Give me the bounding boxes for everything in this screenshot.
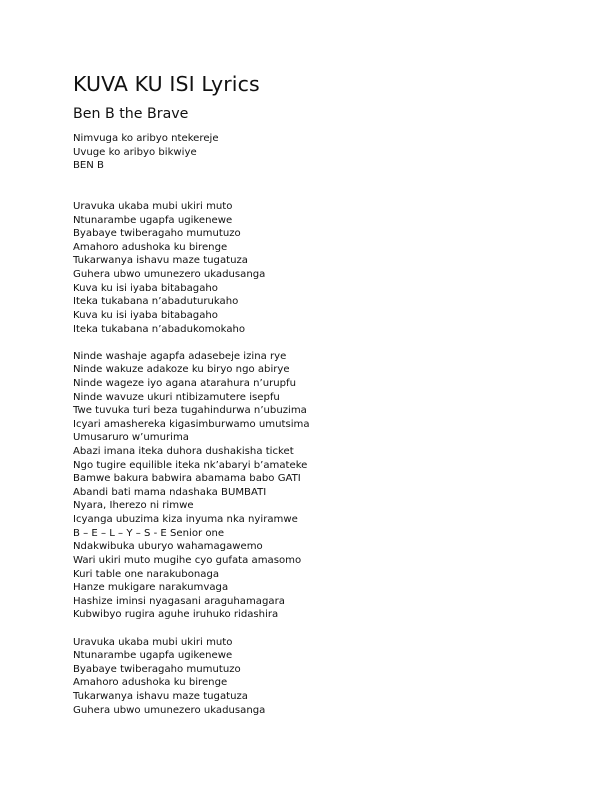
lyric-line: Tukarwanya ishavu maze tugatuza <box>73 255 248 267</box>
lyric-line: Guhera ubwo umunezero ukadusanga <box>73 704 266 716</box>
lyric-line: Ntunarambe ugapfa ugikenewe <box>73 214 233 226</box>
stanza-intro <box>73 132 310 186</box>
lyric-line: Iteka tukabana n’abaduturukaho <box>73 296 239 308</box>
lyric-line <box>73 173 310 187</box>
lyric-line: Ninde wavuze ukuri ntibizamutere isepfu <box>73 391 280 403</box>
lyric-line: Bamwe bakura babwira abamama babo GATI <box>73 473 301 485</box>
lyric-line: Uravuka ukaba mubi ukiri muto <box>73 201 233 213</box>
lyric-line: Umusaruro w’umurima <box>73 432 189 444</box>
stanza-verse <box>73 350 310 622</box>
lyric-line: Hashize iminsi nyagasani araguhamagara <box>73 595 285 607</box>
lyric-line: Iteka tukabana n’abadukomokaho <box>73 323 246 335</box>
lyric-line: Ninde wageze iyo agana atarahura n’urupfu <box>73 377 296 389</box>
lyric-line: Kubwibyo rugira aguhe iruhuko ridashira <box>73 609 279 621</box>
lyric-line: Ngo tugire equilible iteka nk’abaryi b’amateke <box>73 459 308 471</box>
lyric-line: Uravuka ukaba mubi ukiri muto <box>73 636 233 648</box>
lyric-line: Kuva ku isi iyaba bitabagaho <box>73 282 218 294</box>
lyric-line: Twe tuvuka turi beza tugahindurwa n’ubuzima <box>73 405 307 417</box>
lyric-line: Tukarwanya ishavu maze tugatuza <box>73 690 248 702</box>
lyric-line: Ninde wakuze adakoze ku biryo ngo abirye <box>73 364 290 376</box>
stanza-chorus <box>73 200 310 336</box>
lyric-line: Nimvuga ko aribyo ntekereje <box>73 133 219 144</box>
lyric-line: Wari ukiri muto mugihe cyo gufata amasomo <box>73 554 302 566</box>
lyric-line: Kuva ku isi iyaba bitabagaho <box>73 309 218 321</box>
lyric-line: Ndakwibuka uburyo wahamagawemo <box>73 541 263 553</box>
lyric-line: Icyari amashereka kigasimburwamo umutsima <box>73 418 310 430</box>
song-title: KUVA KU ISI Lyrics <box>73 72 260 96</box>
lyric-line: Abazi imana iteka duhora dushakisha ticket <box>73 446 294 458</box>
lyrics-body <box>73 132 310 731</box>
lyric-line: Abandi bati mama ndashaka BUMBATI <box>73 486 267 498</box>
lyric-line: Ntunarambe ugapfa ugikenewe <box>73 650 233 662</box>
lyric-line: Icyanga ubuzima kiza inyuma nka nyiramwe <box>73 514 298 526</box>
artist-name: Ben B the Brave <box>73 106 189 122</box>
lyric-line: Uvuge ko aribyo bikwiye <box>73 146 197 158</box>
lyric-line: Ninde washaje agapfa adasebeje izina rye <box>73 350 287 362</box>
lyric-line: Nyara, Iherezo ni rimwe <box>73 500 194 512</box>
lyric-line: B – E – L – Y – S - E Senior one <box>73 527 225 539</box>
lyric-line: Byabaye twiberagaho mumutuzo <box>73 663 241 675</box>
lyric-line: Byabaye twiberagaho mumutuzo <box>73 228 241 240</box>
lyric-line: Guhera ubwo umunezero ukadusanga <box>73 269 266 281</box>
stanza-chorus-repeat <box>73 636 310 718</box>
lyric-line: BEN B <box>73 160 104 172</box>
lyric-line: Hanze mukigare narakumvaga <box>73 582 229 594</box>
lyric-line: Amahoro adushoka ku birenge <box>73 241 228 253</box>
lyric-line: Kuri table one narakubonaga <box>73 568 220 580</box>
lyric-line: Amahoro adushoka ku birenge <box>73 677 228 689</box>
